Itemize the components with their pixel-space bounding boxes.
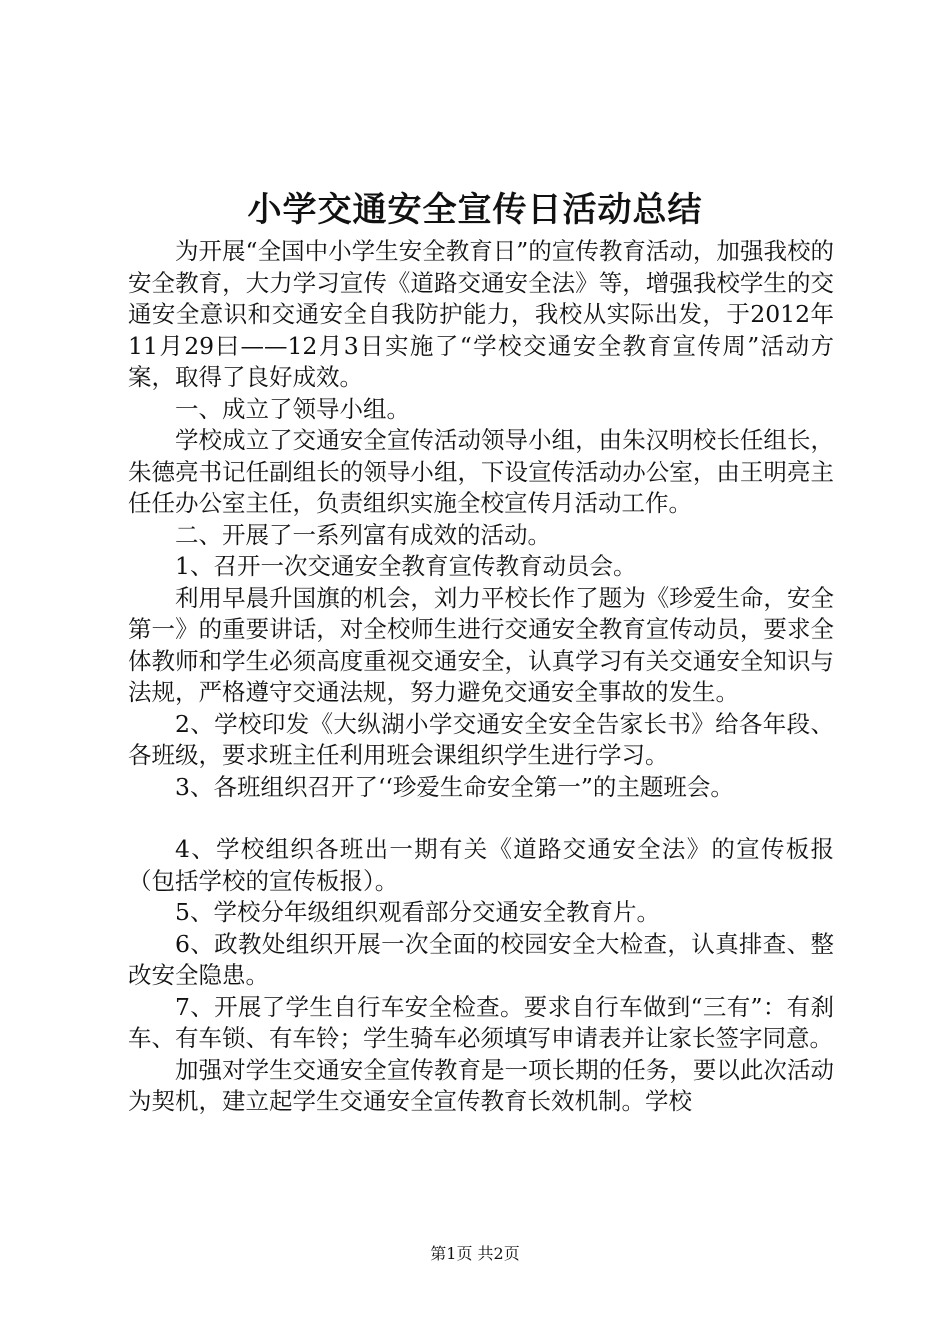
page-footer: 第1页 共2页	[430, 1244, 520, 1263]
paragraph-conclusion: 加强对学生交通安全宣传教育是一项长期的任务，要以此次活动为契机，建立起学生交通安全宣传教育长效机制。学校	[128, 1055, 834, 1115]
item-3: 3、各班组织召开了‘‘珍爱生命安全第一”的主题班会。	[175, 772, 734, 801]
paragraph-intro: 为开展“全国中小学生安全教育日”的宣传教育活动，加强我校的安全教育，大力学习宣传《道路交通安全法》等，增强我校学生的交通安全意识和交通安全自我防护能力，我校从实际出发，于2012年11月29曰——12月3日实施了“学校交通安全教育宣传周”活动方案，取得了良好成效。	[128, 237, 834, 391]
item-7: 7、开展了学生自行车安全检查。要求自行车做到“三有”：有刹车、有车锁、有车铃；学生骑车必须填写申请表并让家长签字同意。	[128, 992, 834, 1052]
paragraph-leadership: 学校成立了交通安全宣传活动领导小组，由朱汉明校长任组长，朱德亮书记任副组长的领导小组，下设宣传活动办公室，由王明亮主任任办公室主任，负责组织实施全校宣传月活动工作。	[128, 426, 834, 517]
item-2: 2、学校印发《大纵湖小学交通安全安全告家长书》给各年段、各班级，要求班主任利用班会课组织学生进行学习。	[128, 709, 834, 769]
section-heading-1: 一、成立了领导小组。	[175, 394, 410, 423]
item-1-heading: 1、召开一次交通安全教育宣传教育动员会。	[175, 552, 637, 580]
section-heading-2: 二、开展了一系列富有成效的活动。	[175, 520, 551, 549]
item-6: 6、政教处组织开展一次全面的校园安全大检查，认真排查、整改安全隐患。	[128, 929, 834, 989]
item-4: 4、学校组织各班出一期有关《道路交通安全法》的宣传板报（包括学校的宣传板报）。	[128, 835, 834, 895]
document-title: 小学交通安全宣传日活动总结	[247, 190, 703, 230]
item-5: 5、学校分年级组织观看部分交通安全教育片。	[175, 898, 660, 926]
document-body	[128, 236, 834, 1118]
paragraph-mobilization: 利用早晨升国旗的机会，刘力平校长作了题为《珍爱生命，安全第一》的重要讲话，对全校师生进行交通安全教育宣传动员，要求全体教师和学生必须高度重视交通安全，认真学习有关交通安全知识与法规，严格遵守交通法规，努力避免交通安全事故的发生。	[128, 583, 834, 706]
